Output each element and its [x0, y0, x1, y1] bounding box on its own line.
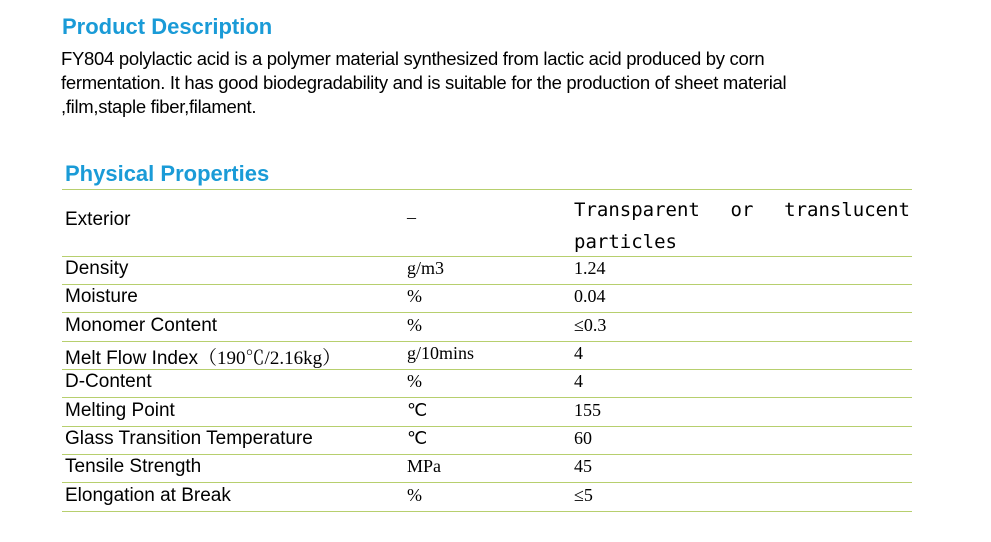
property-name: Density: [65, 258, 129, 279]
property-unit: g/m3: [407, 258, 445, 278]
value-word: or: [730, 199, 754, 221]
property-name: D-Content: [65, 371, 152, 392]
property-name: Monomer Content: [65, 315, 218, 336]
property-name: Moisture: [65, 286, 138, 307]
property-name-text: Melt Flow Index: [65, 348, 199, 369]
product-description-heading: Product Description: [62, 14, 273, 39]
property-name-suffix: （190℃/2.16kg）: [198, 348, 342, 369]
property-name: [65, 343, 341, 370]
table-rule: [62, 189, 912, 190]
property-value: 45: [574, 456, 592, 476]
property-value: 4: [574, 343, 583, 363]
property-unit: ℃: [407, 400, 428, 420]
table-rule: [62, 454, 912, 455]
table-rule: [62, 284, 912, 285]
table-rule: [62, 312, 912, 313]
table-rule: [62, 511, 912, 512]
property-value: 155: [574, 400, 601, 420]
property-name: Glass Transition Temperature: [65, 428, 313, 449]
property-unit: g/10mins: [407, 343, 475, 363]
table-rule: [62, 482, 912, 483]
property-name: Tensile Strength: [65, 456, 202, 477]
value-word: Transparent: [574, 199, 700, 221]
property-value: 4: [574, 371, 583, 391]
property-unit: %: [407, 286, 422, 306]
table-rule: [62, 341, 912, 342]
property-value: ≤5: [574, 485, 593, 505]
property-unit: ℃: [407, 428, 428, 448]
table-rule: [62, 397, 912, 398]
property-name: Melting Point: [65, 400, 175, 421]
property-unit: MPa: [407, 456, 442, 476]
value-word: translucent: [784, 199, 910, 221]
property-value: 1.24: [574, 258, 606, 278]
property-unit: %: [407, 485, 422, 505]
property-value: ≤0.3: [574, 315, 607, 335]
physical-properties-heading: Physical Properties: [65, 161, 270, 186]
product-description-text: FY804 polylactic acid is a polymer material synthesized from lactic acid produced by corn fermentation. It has good biodegradability and is suitable for the production of sheet material ,film,staple fiber,filament.: [61, 48, 787, 117]
property-unit: %: [407, 315, 422, 335]
value-line-2: particles: [574, 231, 677, 253]
property-name: Elongation at Break: [65, 485, 231, 506]
property-value: 0.04: [574, 286, 606, 306]
property-unit: –: [407, 207, 416, 227]
property-value: [574, 194, 910, 258]
property-value: 60: [574, 428, 592, 448]
property-unit: %: [407, 371, 422, 391]
property-name: Exterior: [65, 209, 131, 230]
table-rule: [62, 426, 912, 427]
